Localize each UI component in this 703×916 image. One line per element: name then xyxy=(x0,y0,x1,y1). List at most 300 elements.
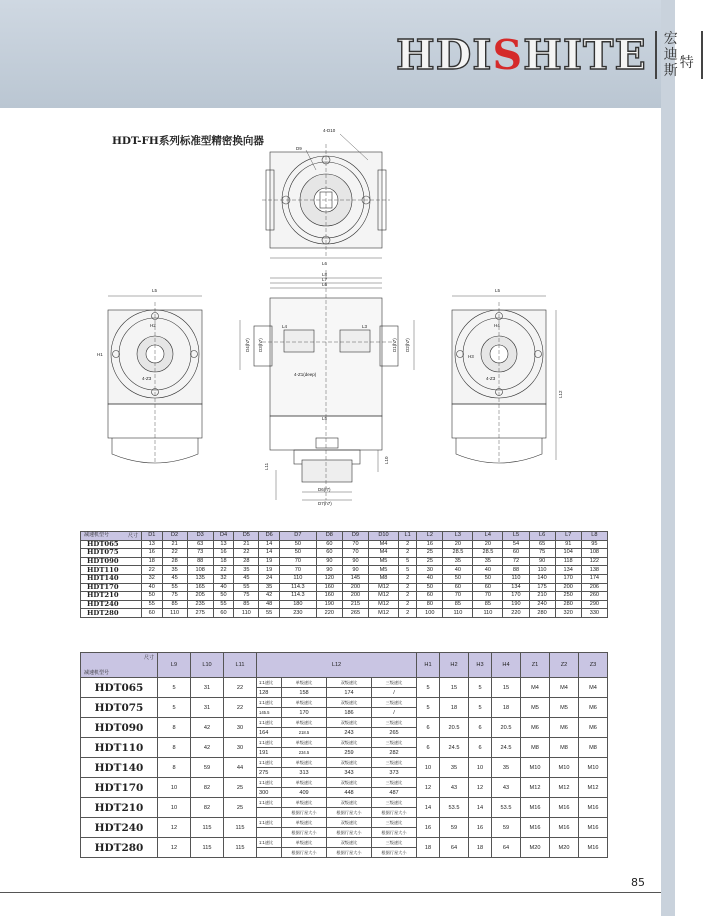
table-row xyxy=(81,583,608,592)
value-cell: 12 xyxy=(158,818,191,838)
table-row xyxy=(81,698,608,708)
ratio-label-cell: 1:1速比 xyxy=(257,838,282,848)
value-cell: 18 xyxy=(213,557,234,566)
value-cell: 48 xyxy=(259,600,280,609)
value-cell: 16 xyxy=(417,818,440,838)
label-l8: L8 xyxy=(322,272,328,277)
value-cell: 220 xyxy=(316,609,342,618)
value-cell: 55 xyxy=(142,600,163,609)
label-h4: H4 xyxy=(494,323,500,328)
t1-header: L1 xyxy=(399,532,417,541)
value-cell: 35 xyxy=(492,758,521,778)
l12-value-cell xyxy=(257,848,282,858)
value-cell: M20 xyxy=(550,838,579,858)
t2-header: H3 xyxy=(469,653,492,678)
value-cell: 22 xyxy=(142,566,163,575)
value-cell: 16 xyxy=(417,540,443,549)
table-row xyxy=(81,540,608,549)
value-cell: M8 xyxy=(550,738,579,758)
value-cell: 85 xyxy=(234,600,259,609)
ratio-label-cell: 双级速比 xyxy=(327,738,372,748)
l12-value-cell: 282 xyxy=(372,748,417,758)
l12-value-cell: 191 xyxy=(257,748,282,758)
value-cell: 13 xyxy=(142,540,163,549)
value-cell: 22 xyxy=(162,549,187,558)
model-cell: HDT140 xyxy=(81,758,158,778)
value-cell: 80 xyxy=(417,600,443,609)
value-cell: 115 xyxy=(224,838,257,858)
t2-header: H2 xyxy=(440,653,469,678)
label-h2: H2 xyxy=(150,323,156,328)
label-z3-left: 4-Z3 xyxy=(142,376,152,381)
ratio-label-cell: 三级速比 xyxy=(372,738,417,748)
value-cell: 90 xyxy=(342,557,368,566)
value-cell: M12 xyxy=(521,778,550,798)
ratio-label-cell: 单级速比 xyxy=(282,718,327,728)
value-cell: 5 xyxy=(399,566,417,575)
l12-value-cell: 145.5 xyxy=(257,708,282,718)
l12-value-cell: 174 xyxy=(327,688,372,698)
dimension-table-2 xyxy=(80,652,608,858)
value-cell: 16 xyxy=(142,549,163,558)
value-cell: M16 xyxy=(579,798,608,818)
table-row xyxy=(81,574,608,583)
t2-header: H1 xyxy=(417,653,440,678)
value-cell: 59 xyxy=(191,758,224,778)
page-number: 85 xyxy=(631,876,645,889)
value-cell: 53.5 xyxy=(440,798,469,818)
l12-value-cell: 234.5 xyxy=(282,748,327,758)
value-cell: 20 xyxy=(443,540,473,549)
value-cell: 15 xyxy=(440,678,469,698)
t1-header: D9 xyxy=(342,532,368,541)
value-cell: 35 xyxy=(473,557,503,566)
label-l5-right: L5 xyxy=(495,288,501,293)
value-cell: M16 xyxy=(521,818,550,838)
model-cell: HDT240 xyxy=(81,600,142,609)
logo-latin-text: HDISHITE xyxy=(396,31,647,79)
ratio-label-cell: 单级速比 xyxy=(282,838,327,848)
table-row xyxy=(81,557,608,566)
value-cell: 18 xyxy=(417,838,440,858)
value-cell: 280 xyxy=(529,609,555,618)
value-cell: 50 xyxy=(213,592,234,601)
value-cell: 75 xyxy=(162,592,187,601)
value-cell: 35 xyxy=(234,566,259,575)
value-cell: 18 xyxy=(469,838,492,858)
value-cell: 60 xyxy=(316,549,342,558)
value-cell: 122 xyxy=(581,557,607,566)
label-l5-bottom: L5 xyxy=(322,416,328,421)
logo-divider xyxy=(655,31,657,79)
table-row xyxy=(81,609,608,618)
value-cell: 110 xyxy=(162,609,187,618)
value-cell: 22 xyxy=(234,549,259,558)
t1-header: D4 xyxy=(213,532,234,541)
value-cell: 55 xyxy=(162,583,187,592)
value-cell: 54 xyxy=(503,540,529,549)
ratio-label-cell: 双级速比 xyxy=(327,758,372,768)
ratio-label-cell: 1:1速比 xyxy=(257,818,282,828)
value-cell: 200 xyxy=(555,583,581,592)
l12-value-cell: 313 xyxy=(282,768,327,778)
value-cell: 43 xyxy=(440,778,469,798)
value-cell: 6 xyxy=(417,718,440,738)
value-cell: 91 xyxy=(555,540,581,549)
product-title: HDT-FH系列标准型精密换向器 xyxy=(112,135,264,147)
value-cell: 35 xyxy=(440,758,469,778)
value-cell: 160 xyxy=(316,583,342,592)
model-cell: HDT065 xyxy=(81,678,158,698)
value-cell: 100 xyxy=(417,609,443,618)
ratio-label-cell: 双级速比 xyxy=(327,818,372,828)
value-cell: 190 xyxy=(503,600,529,609)
logo-chinese-text: 宏 迪 斯 xyxy=(663,31,678,79)
value-cell: 134 xyxy=(555,566,581,575)
ratio-label-cell: 1:1速比 xyxy=(257,738,282,748)
value-cell: 108 xyxy=(581,549,607,558)
l12-value-cell xyxy=(257,808,282,818)
value-cell: M10 xyxy=(550,758,579,778)
value-cell: 24.5 xyxy=(492,738,521,758)
label-l6: L6 xyxy=(322,282,328,287)
value-cell: 10 xyxy=(417,758,440,778)
l12-value-cell: 根据行星大小 xyxy=(327,848,372,858)
label-l6-top: L6 xyxy=(322,261,328,266)
value-cell: 45 xyxy=(162,574,187,583)
l12-value-cell xyxy=(257,828,282,838)
value-cell: 25 xyxy=(417,549,443,558)
ratio-label-cell: 1:1速比 xyxy=(257,798,282,808)
model-cell: HDT280 xyxy=(81,838,158,858)
value-cell: 110 xyxy=(234,609,259,618)
l12-value-cell: 259 xyxy=(327,748,372,758)
value-cell: 20.5 xyxy=(492,718,521,738)
label-l3: L3 xyxy=(362,324,368,329)
value-cell: 90 xyxy=(342,566,368,575)
t1-header: D6 xyxy=(259,532,280,541)
value-cell: 110 xyxy=(443,609,473,618)
value-cell: 174 xyxy=(581,574,607,583)
value-cell: 14 xyxy=(259,540,280,549)
value-cell: 108 xyxy=(187,566,213,575)
ratio-label-cell: 三级速比 xyxy=(372,778,417,788)
l12-value-cell: 根据行星大小 xyxy=(372,828,417,838)
value-cell: 22 xyxy=(213,566,234,575)
value-cell: 50 xyxy=(279,540,316,549)
model-cell: HDT075 xyxy=(81,698,158,718)
value-cell: 6 xyxy=(469,718,492,738)
value-cell: 114.3 xyxy=(279,583,316,592)
value-cell: 50 xyxy=(417,583,443,592)
value-cell: 5 xyxy=(417,678,440,698)
t1-header: L7 xyxy=(555,532,581,541)
value-cell: M4 xyxy=(579,678,608,698)
value-cell: 70 xyxy=(473,592,503,601)
value-cell: 95 xyxy=(581,540,607,549)
l12-value-cell: 根据行星大小 xyxy=(327,808,372,818)
value-cell: 114.3 xyxy=(279,592,316,601)
label-l12: L12 xyxy=(558,390,563,398)
value-cell: 24 xyxy=(259,574,280,583)
ratio-label-cell: 1:1速比 xyxy=(257,698,282,708)
value-cell: 88 xyxy=(503,566,529,575)
value-cell: 12 xyxy=(417,778,440,798)
label-l7: L7 xyxy=(322,277,328,282)
value-cell: 90 xyxy=(316,566,342,575)
value-cell: 28.5 xyxy=(473,549,503,558)
value-cell: 59 xyxy=(440,818,469,838)
value-cell: 31 xyxy=(191,698,224,718)
value-cell: 5 xyxy=(469,698,492,718)
value-cell: 35 xyxy=(162,566,187,575)
value-cell: M12 xyxy=(579,778,608,798)
value-cell: 40 xyxy=(443,566,473,575)
ratio-label-cell: 双级速比 xyxy=(327,718,372,728)
table-row xyxy=(81,566,608,575)
table-row xyxy=(81,738,608,748)
value-cell: 40 xyxy=(473,566,503,575)
value-cell: M4 xyxy=(369,549,399,558)
value-cell: 5 xyxy=(417,698,440,718)
value-cell: 2 xyxy=(399,583,417,592)
ratio-label-cell: 三级速比 xyxy=(372,718,417,728)
value-cell: 55 xyxy=(234,583,259,592)
value-cell: 75 xyxy=(529,549,555,558)
value-cell: 72 xyxy=(503,557,529,566)
value-cell: 14 xyxy=(259,549,280,558)
ratio-label-cell: 单级速比 xyxy=(282,698,327,708)
table-row xyxy=(81,600,608,609)
model-cell: HDT090 xyxy=(81,718,158,738)
right-view xyxy=(452,296,556,464)
t1-header: L6 xyxy=(529,532,555,541)
value-cell: 40 xyxy=(213,583,234,592)
value-cell: M4 xyxy=(550,678,579,698)
ratio-label-cell: 单级速比 xyxy=(282,738,327,748)
l12-value-cell: 343 xyxy=(327,768,372,778)
value-cell: M12 xyxy=(550,778,579,798)
value-cell: 215 xyxy=(342,600,368,609)
ratio-label-cell: 双级速比 xyxy=(327,778,372,788)
value-cell: 230 xyxy=(279,609,316,618)
ratio-label-cell: 单级速比 xyxy=(282,798,327,808)
value-cell: M6 xyxy=(521,718,550,738)
value-cell: 8 xyxy=(158,718,191,738)
ratio-label-cell: 三级速比 xyxy=(372,798,417,808)
value-cell: 5 xyxy=(158,678,191,698)
value-cell: 10 xyxy=(158,778,191,798)
table-row xyxy=(81,549,608,558)
t2-header: L11 xyxy=(224,653,257,678)
value-cell: 30 xyxy=(417,566,443,575)
value-cell: 5 xyxy=(399,557,417,566)
value-cell: 42 xyxy=(191,738,224,758)
value-cell: M16 xyxy=(579,838,608,858)
value-cell: 110 xyxy=(473,609,503,618)
value-cell: 200 xyxy=(342,592,368,601)
model-cell: HDT210 xyxy=(81,592,142,601)
value-cell: 55 xyxy=(213,600,234,609)
value-cell: 19 xyxy=(259,566,280,575)
value-cell: 13 xyxy=(213,540,234,549)
value-cell: 50 xyxy=(142,592,163,601)
value-cell: 18 xyxy=(492,698,521,718)
value-cell: 175 xyxy=(529,583,555,592)
value-cell: 10 xyxy=(158,798,191,818)
value-cell: 32 xyxy=(142,574,163,583)
value-cell: M4 xyxy=(521,678,550,698)
value-cell: 50 xyxy=(279,549,316,558)
l12-value-cell: / xyxy=(372,708,417,718)
value-cell: M16 xyxy=(550,798,579,818)
value-cell: 15 xyxy=(492,678,521,698)
value-cell: 104 xyxy=(555,549,581,558)
value-cell: 25 xyxy=(224,798,257,818)
value-cell: 260 xyxy=(581,592,607,601)
value-cell: 50 xyxy=(443,574,473,583)
value-cell: 88 xyxy=(187,557,213,566)
value-cell: 205 xyxy=(187,592,213,601)
value-cell: 28 xyxy=(162,557,187,566)
value-cell: 59 xyxy=(492,818,521,838)
value-cell: 18 xyxy=(440,698,469,718)
model-cell: HDT110 xyxy=(81,566,142,575)
value-cell: 170 xyxy=(555,574,581,583)
ratio-label-cell: 1:1速比 xyxy=(257,718,282,728)
value-cell: 160 xyxy=(316,592,342,601)
ratio-label-cell: 双级速比 xyxy=(327,838,372,848)
value-cell: 22 xyxy=(224,698,257,718)
value-cell: 44 xyxy=(224,758,257,778)
value-cell: 8 xyxy=(158,758,191,778)
value-cell: 115 xyxy=(191,818,224,838)
model-cell: HDT140 xyxy=(81,574,142,583)
ratio-label-cell: 1:1速比 xyxy=(257,758,282,768)
value-cell: 22 xyxy=(224,678,257,698)
ratio-label-cell: 三级速比 xyxy=(372,678,417,688)
value-cell: 32 xyxy=(213,574,234,583)
table-row xyxy=(81,818,608,828)
l12-value-cell: 448 xyxy=(327,788,372,798)
value-cell: 320 xyxy=(555,609,581,618)
model-cell: HDT090 xyxy=(81,557,142,566)
value-cell: 110 xyxy=(529,566,555,575)
value-cell: 140 xyxy=(529,574,555,583)
label-z1: 4-Z1(deep) xyxy=(294,372,317,377)
value-cell: 5 xyxy=(158,698,191,718)
value-cell: 35 xyxy=(443,557,473,566)
table1-corner: 尺寸 减速机型号 xyxy=(81,532,142,541)
value-cell: 42 xyxy=(191,718,224,738)
t2-header: L12 xyxy=(257,653,417,678)
label-d1: D1(h7) xyxy=(392,338,397,352)
value-cell: 235 xyxy=(187,600,213,609)
value-cell: 18 xyxy=(142,557,163,566)
t2-header: L10 xyxy=(191,653,224,678)
l12-value-cell: 根据行星大小 xyxy=(282,848,327,858)
label-l4: L4 xyxy=(282,324,288,329)
t1-header: D8 xyxy=(316,532,342,541)
model-cell: HDT170 xyxy=(81,778,158,798)
value-cell: 40 xyxy=(142,583,163,592)
ratio-label-cell: 三级速比 xyxy=(372,838,417,848)
label-d3: D3(h7) xyxy=(258,338,263,352)
left-view xyxy=(108,296,202,464)
l12-value-cell: 487 xyxy=(372,788,417,798)
value-cell: 90 xyxy=(316,557,342,566)
value-cell: 64 xyxy=(492,838,521,858)
value-cell: 82 xyxy=(191,798,224,818)
logo-divider-2 xyxy=(701,31,703,79)
value-cell: 45 xyxy=(234,574,259,583)
ratio-label-cell: 1:1速比 xyxy=(257,678,282,688)
value-cell: 200 xyxy=(342,583,368,592)
value-cell: 35 xyxy=(259,583,280,592)
value-cell: 85 xyxy=(162,600,187,609)
value-cell: 70 xyxy=(279,557,316,566)
value-cell: M8 xyxy=(579,738,608,758)
t1-header: L3 xyxy=(443,532,473,541)
value-cell: 165 xyxy=(187,583,213,592)
value-cell: 60 xyxy=(503,549,529,558)
value-cell: 115 xyxy=(224,818,257,838)
value-cell: 21 xyxy=(234,540,259,549)
ratio-label-cell: 双级速比 xyxy=(327,678,372,688)
label-z3-right: 4-Z3 xyxy=(486,376,496,381)
value-cell: 210 xyxy=(529,592,555,601)
value-cell: 2 xyxy=(399,574,417,583)
model-cell: HDT210 xyxy=(81,798,158,818)
value-cell: 12 xyxy=(469,778,492,798)
value-cell: 28 xyxy=(234,557,259,566)
top-view xyxy=(262,134,390,258)
ratio-label-cell: 1:1速比 xyxy=(257,778,282,788)
t1-header: L2 xyxy=(417,532,443,541)
ratio-label-cell: 单级速比 xyxy=(282,758,327,768)
l12-value-cell: 373 xyxy=(372,768,417,778)
value-cell: 60 xyxy=(142,609,163,618)
value-cell: 115 xyxy=(191,838,224,858)
value-cell: 265 xyxy=(342,609,368,618)
t2-header: Z2 xyxy=(550,653,579,678)
l12-value-cell: 409 xyxy=(282,788,327,798)
value-cell: 21 xyxy=(162,540,187,549)
l12-value-cell: 根据行星大小 xyxy=(372,848,417,858)
value-cell: M12 xyxy=(369,609,399,618)
ratio-label-cell: 单级速比 xyxy=(282,778,327,788)
value-cell: 63 xyxy=(187,540,213,549)
value-cell: 220 xyxy=(503,609,529,618)
value-cell: 14 xyxy=(469,798,492,818)
value-cell: M5 xyxy=(369,566,399,575)
value-cell: 85 xyxy=(473,600,503,609)
value-cell: M10 xyxy=(579,758,608,778)
value-cell: 2 xyxy=(399,540,417,549)
ratio-label-cell: 三级速比 xyxy=(372,758,417,768)
model-cell: HDT075 xyxy=(81,549,142,558)
technical-drawing xyxy=(0,120,675,520)
value-cell: 12 xyxy=(158,838,191,858)
value-cell: M6 xyxy=(579,718,608,738)
label-l10: L10 xyxy=(384,456,389,464)
value-cell: 60 xyxy=(473,583,503,592)
value-cell: 2 xyxy=(399,549,417,558)
value-cell: 25 xyxy=(417,557,443,566)
l12-value-cell: 158 xyxy=(282,688,327,698)
value-cell: 275 xyxy=(187,609,213,618)
value-cell: 110 xyxy=(503,574,529,583)
